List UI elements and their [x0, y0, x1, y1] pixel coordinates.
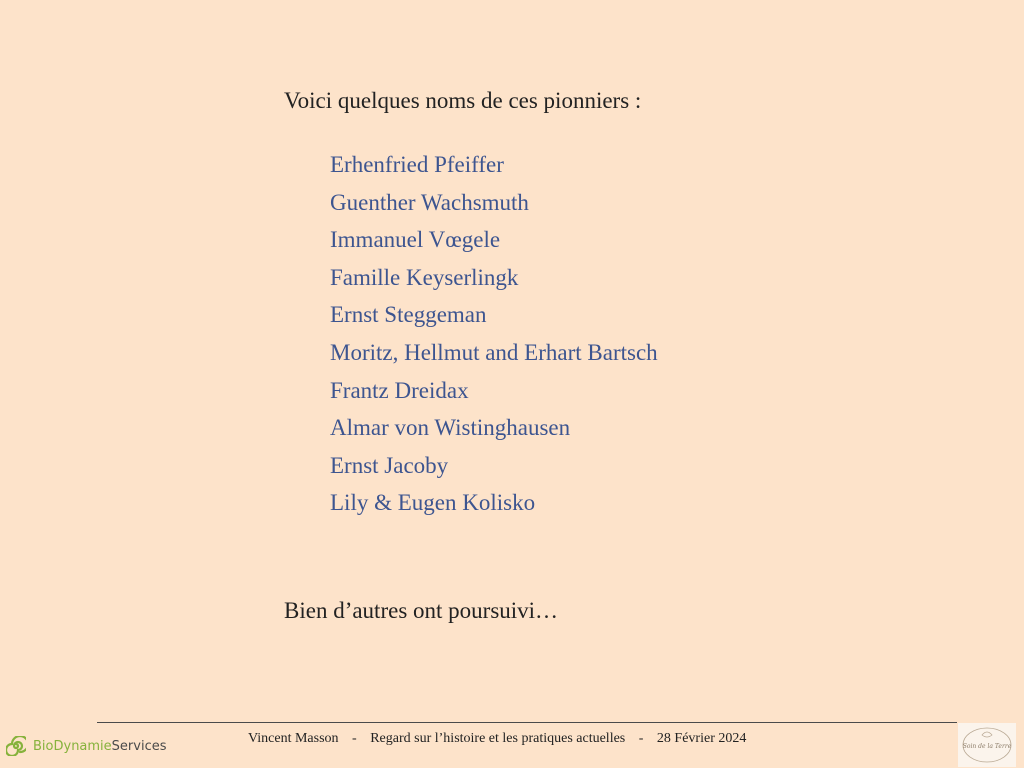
footer-separator: - — [352, 731, 357, 746]
intro-heading: Voici quelques noms de ces pionniers : — [284, 88, 642, 113]
brand-logo — [6, 735, 167, 757]
outro-text: Bien d’autres ont poursuivi… — [284, 598, 559, 623]
pioneer-name: Erhenfried Pfeiffer — [330, 152, 504, 177]
brand-name-part2: Services — [111, 738, 167, 754]
footer-separator: - — [638, 731, 644, 746]
pioneer-name: Immanuel Vœgele — [330, 227, 501, 253]
pioneer-list — [330, 146, 658, 522]
footer-caption — [248, 731, 746, 747]
pioneer-name: Ernst Steggeman — [330, 302, 487, 328]
brand-name-part1: BioDynamie — [33, 738, 112, 754]
partner-logo-emblem — [960, 725, 1014, 765]
footer-author: Vincent Masson — [248, 731, 339, 746]
footer-date: 28 Février 2024 — [656, 731, 747, 746]
pioneer-name: Guenther Wachsmuth — [330, 189, 529, 215]
pioneer-name: Almar von Wistinghausen — [330, 415, 571, 441]
pioneer-name: Ernst Jacoby — [330, 452, 449, 478]
partner-logo — [958, 723, 1016, 767]
partner-logo-text: Soin de la Terre — [962, 743, 1012, 750]
footer-divider — [97, 722, 957, 723]
pioneer-name: Moritz, Hellmut and Erhart Bartsch — [330, 339, 658, 365]
pioneer-name: Lily & Eugen Kolisko — [330, 490, 536, 516]
pioneer-name: Frantz Dreidax — [330, 377, 469, 403]
pioneer-name: Famille Keyserlingk — [330, 264, 519, 290]
spiral-icon — [6, 736, 26, 756]
footer-talk-title: Regard sur l’histoire et les pratiques actuelles — [370, 731, 626, 746]
